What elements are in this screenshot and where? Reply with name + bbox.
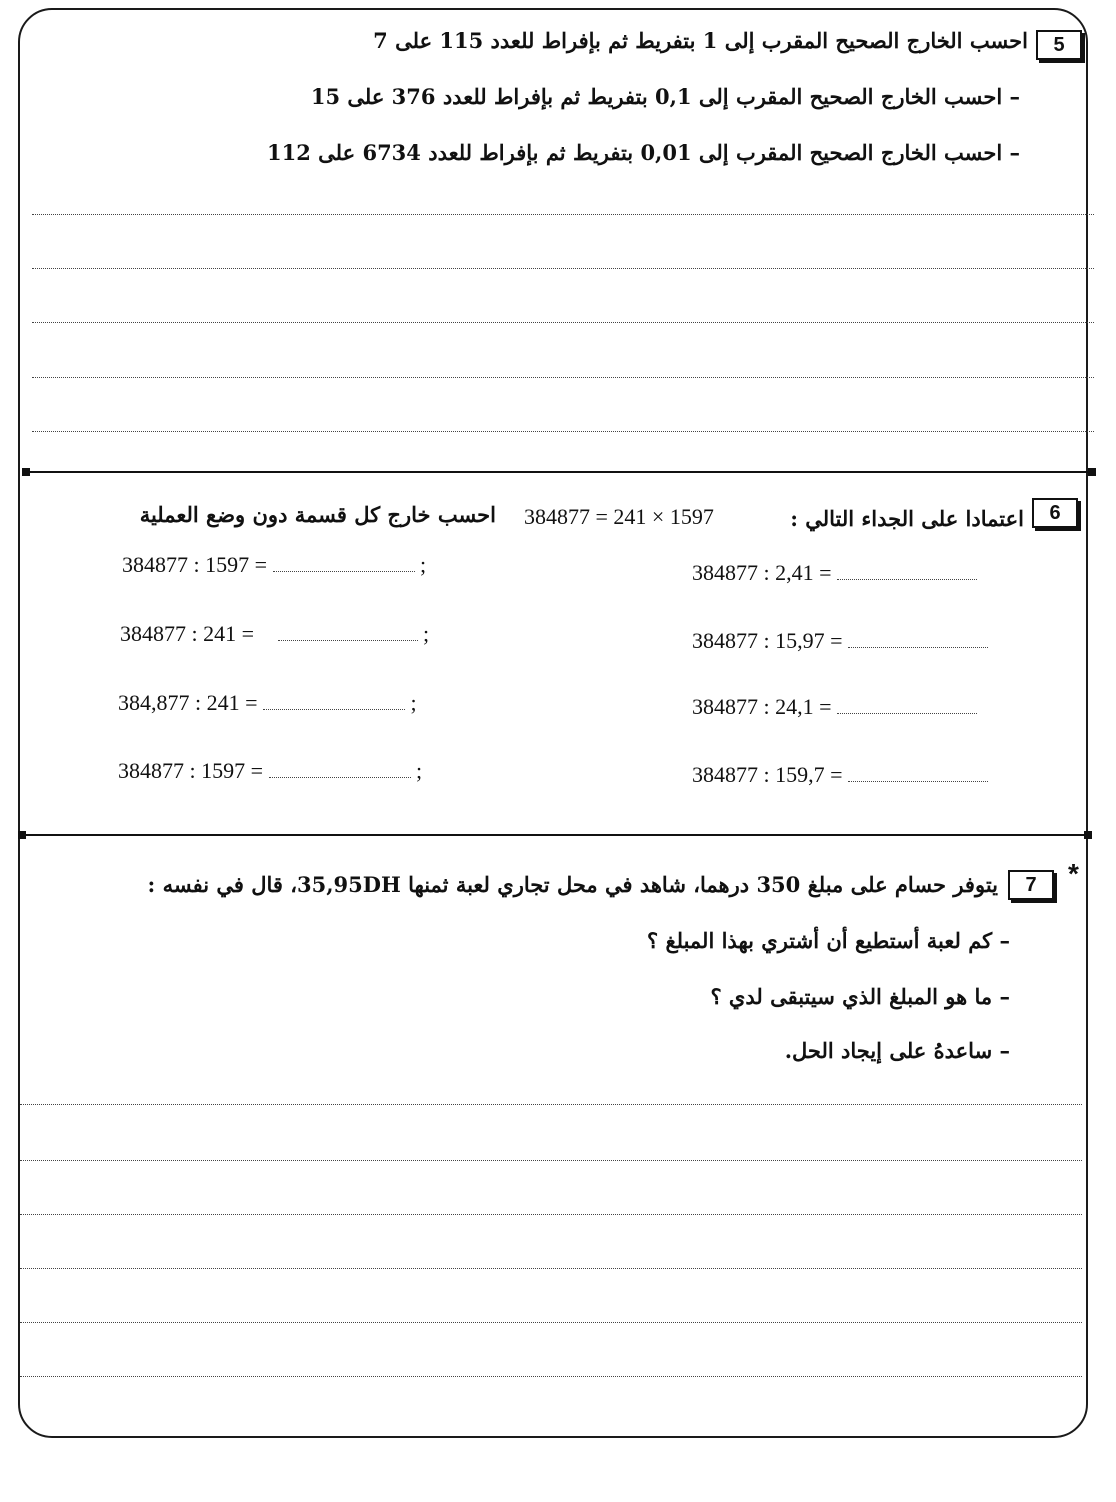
separator: ;: [416, 758, 423, 783]
exercise-7-item-3: – ساعدهُ على إيجاد الحل.: [784, 1038, 1010, 1063]
exercise-6-instruction: احسب خارج كل قسمة دون وضع العملية: [139, 502, 496, 527]
answer-line[interactable]: [20, 1322, 1082, 1323]
answer-line[interactable]: [20, 1104, 1082, 1105]
division-expression: 384877 : 2,41 =: [692, 560, 832, 585]
division-row: [692, 628, 988, 654]
answer-blank[interactable]: [837, 579, 977, 580]
exercise-7-number: 7: [1008, 870, 1054, 900]
exercise-5-item-2: – احسب الخارج الصحيح المقرب إلى 0,01 بتفريط ثم بإفراط للعدد 6734 على 112: [267, 140, 1020, 165]
division-row: [118, 758, 422, 784]
division-row: [122, 552, 426, 578]
division-expression: 384877 : 1597 =: [122, 552, 268, 577]
division-expression: 384877 : 159,7 =: [692, 762, 843, 787]
page-frame: [18, 8, 1088, 1438]
section-divider: [26, 471, 1092, 473]
answer-blank[interactable]: [848, 781, 988, 782]
answer-line[interactable]: [20, 1376, 1082, 1377]
division-expression: 384877 : 15,97 =: [692, 628, 843, 653]
difficulty-star: *: [1068, 858, 1079, 889]
exercise-7-item-2: – ما هو المبلغ الذي سيتبقى لدي ؟: [710, 984, 1010, 1009]
answer-blank[interactable]: [848, 647, 988, 648]
exercise-7-statement: يتوفر حسام على مبلغ 350 درهما، شاهد في محل تجاري لعبة ثمنها 35,95DH، قال في نفسه :: [147, 872, 998, 897]
answer-blank[interactable]: [278, 640, 418, 641]
exercise-5-main-question: احسب الخارج الصحيح المقرب إلى 1 بتفريط ثم بإفراط للعدد 115 على 7: [373, 28, 1028, 53]
division-row: [118, 690, 417, 716]
answer-blank[interactable]: [837, 713, 977, 714]
separator: ;: [423, 621, 430, 646]
exercise-6-intro: اعتمادا على الجداء التالي :: [790, 506, 1024, 531]
division-expression: 384,877 : 241 =: [118, 690, 258, 715]
answer-line[interactable]: [20, 1268, 1082, 1269]
division-expression: 384877 : 241 =: [120, 621, 255, 646]
answer-blank[interactable]: [263, 709, 405, 710]
division-row: [692, 762, 988, 788]
exercise-5-item-1: – احسب الخارج الصحيح المقرب إلى 0,1 بتفريط ثم بإفراط للعدد 376 على 15: [310, 84, 1020, 109]
answer-blank[interactable]: [273, 571, 415, 572]
separator: ;: [410, 690, 417, 715]
answer-line[interactable]: [32, 322, 1094, 323]
division-row: [692, 694, 977, 720]
answer-line[interactable]: [32, 268, 1094, 269]
division-expression: 384877 : 24,1 =: [692, 694, 832, 719]
separator: ;: [420, 552, 427, 577]
exercise-7-item-1: – كم لعبة أستطيع أن أشتري بهذا المبلغ ؟: [646, 928, 1010, 953]
answer-blank[interactable]: [269, 777, 411, 778]
division-expression: 384877 : 1597 =: [118, 758, 264, 783]
section-divider: [22, 834, 1088, 836]
answer-line[interactable]: [20, 1214, 1082, 1215]
answer-line[interactable]: [32, 214, 1094, 215]
answer-line[interactable]: [20, 1160, 1082, 1161]
exercise-6-number: 6: [1032, 498, 1078, 528]
exercise-6-product: 384877 = 241 × 1597: [524, 504, 714, 529]
answer-line[interactable]: [32, 431, 1094, 432]
exercise-5-number: 5: [1036, 30, 1082, 60]
division-row: [692, 560, 977, 586]
division-row: [120, 621, 429, 647]
answer-line[interactable]: [32, 377, 1094, 378]
